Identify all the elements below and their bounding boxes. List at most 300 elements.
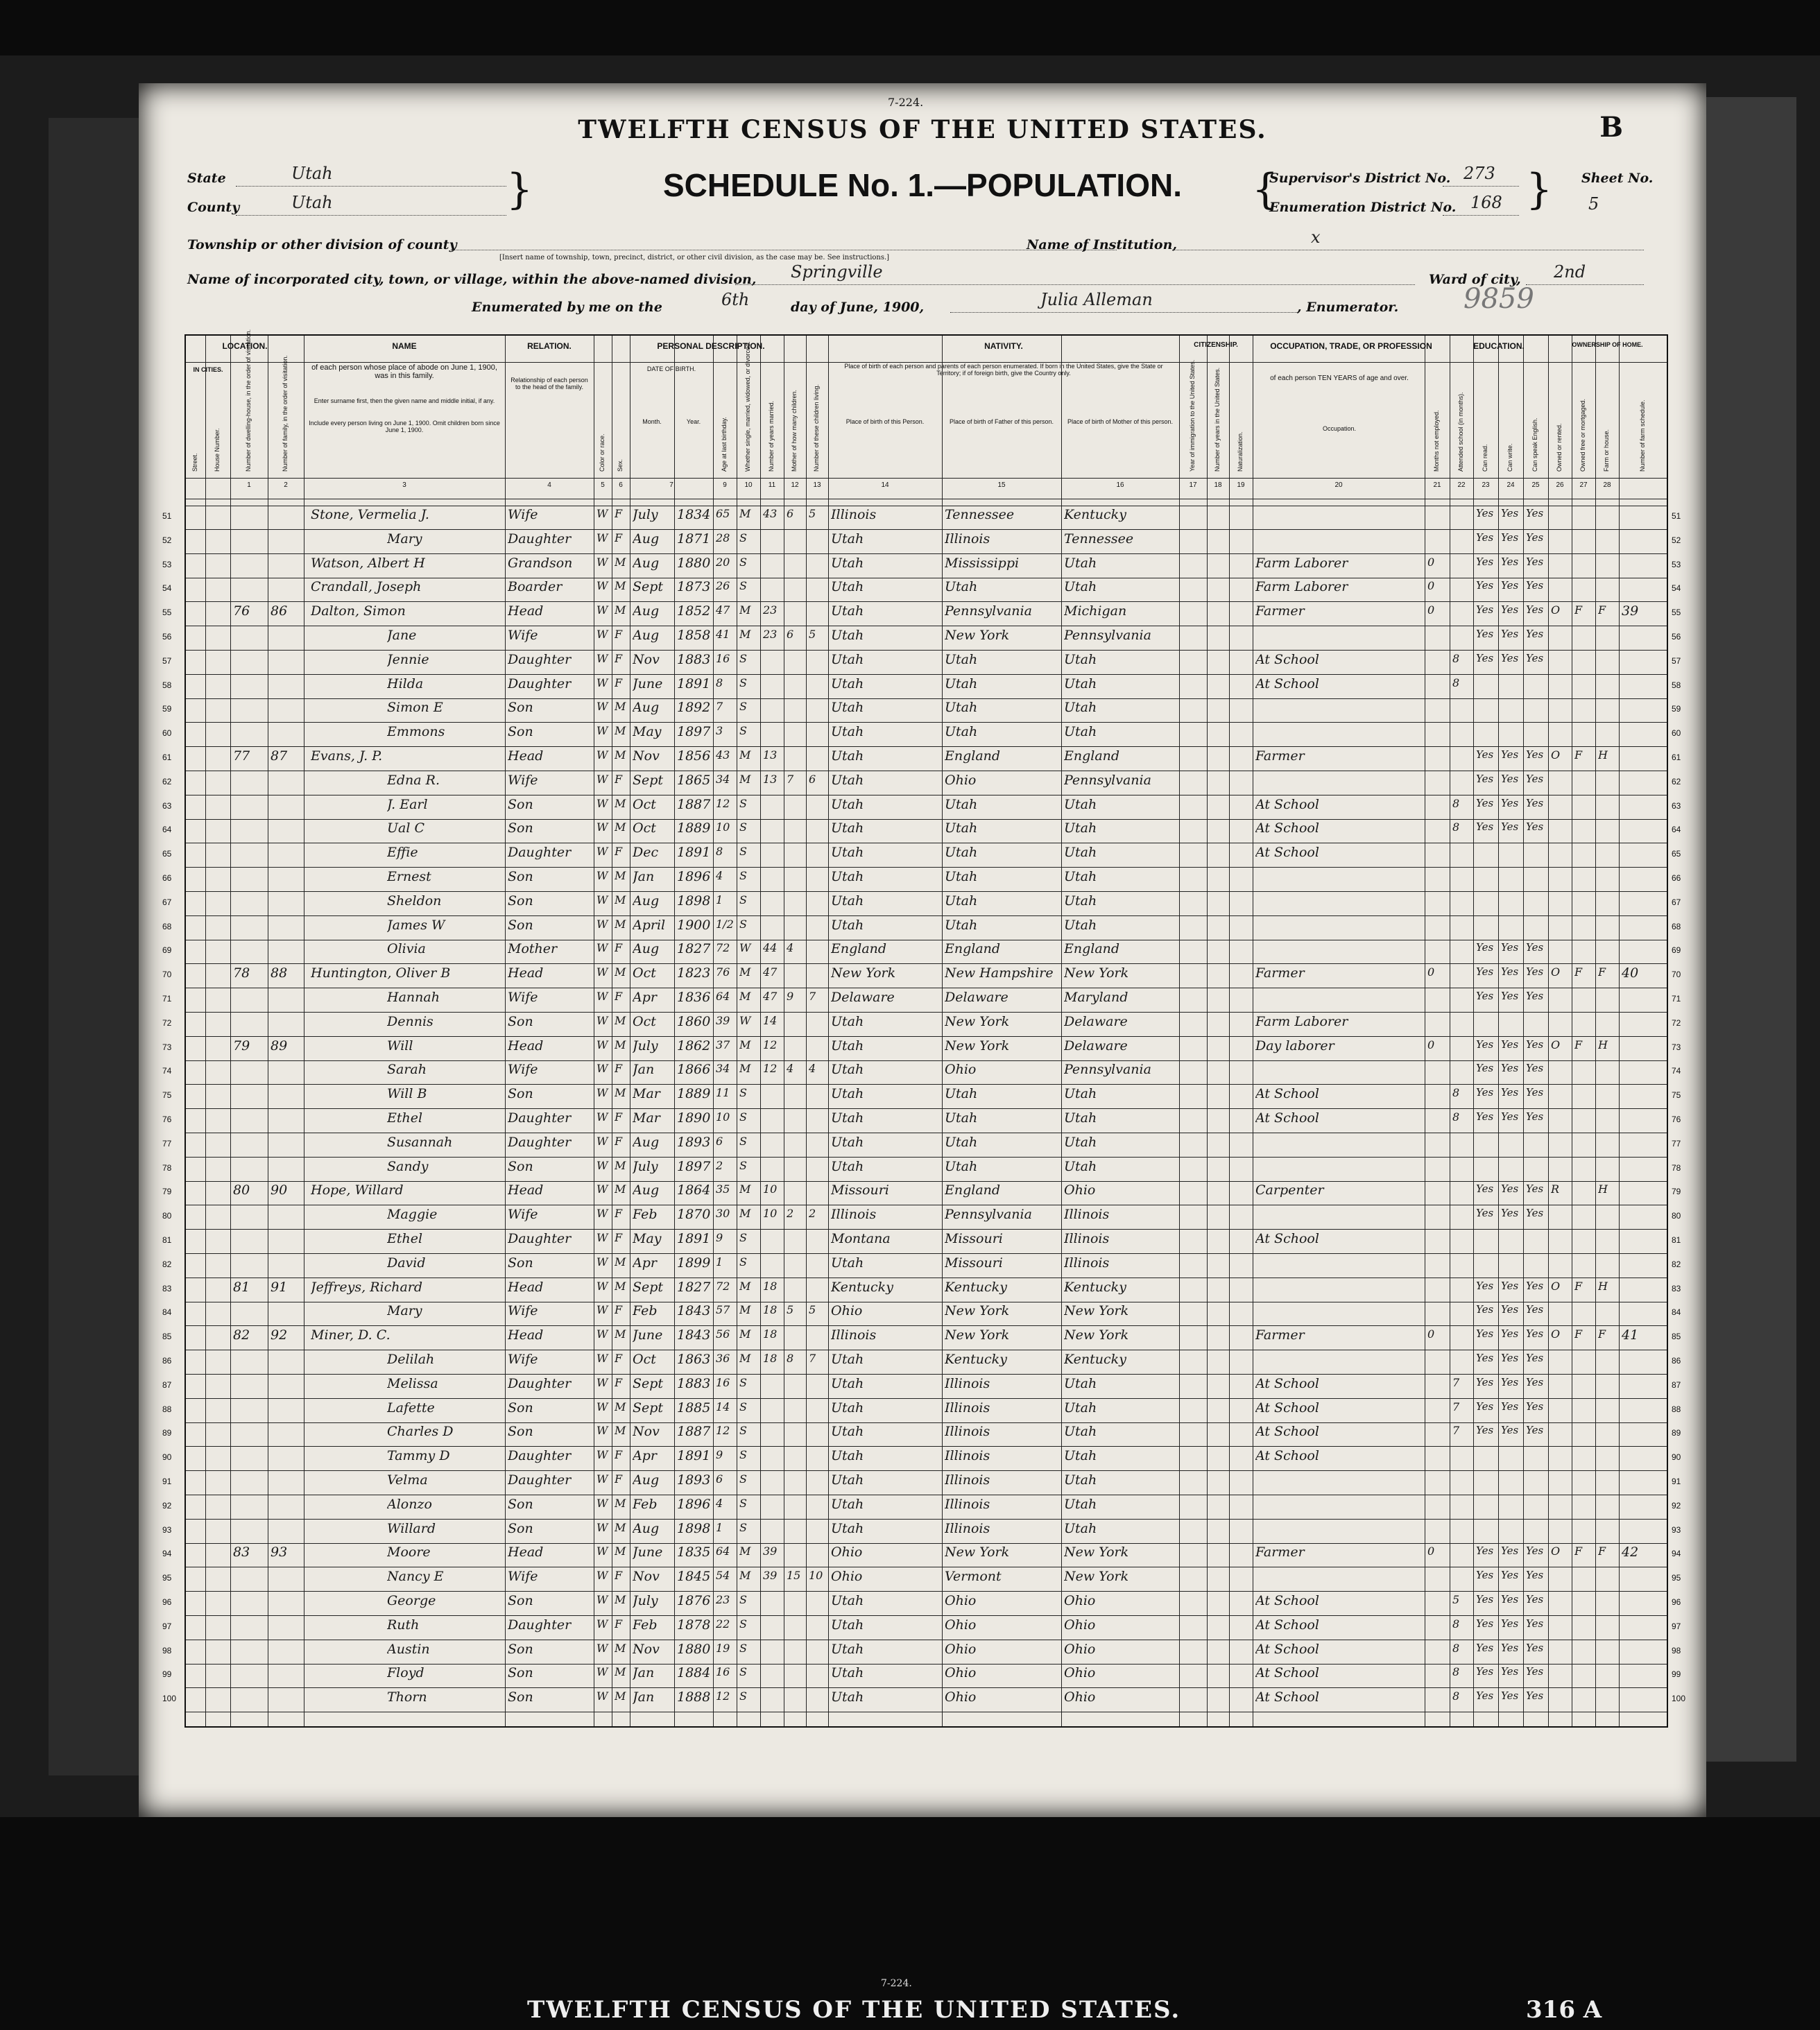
cell-ms: M [739, 1038, 751, 1051]
row-number-right: 51 [1672, 511, 1681, 521]
cell-s: M [615, 1520, 626, 1534]
cell-m: Apr [633, 990, 657, 1005]
cell-m: Jan [633, 1665, 655, 1681]
row-number-right: 52 [1672, 535, 1681, 545]
cell-fam: 91 [271, 1279, 288, 1295]
cell-rel: Wife [508, 1207, 538, 1223]
name-instructions-2: Include every person living on June 1, 1900. Omit children born since June 1, 1900. [309, 420, 500, 433]
cell-name: J. Earl [387, 796, 428, 812]
cell-mn: 0 [1427, 603, 1435, 617]
cell-a: 47 [716, 603, 730, 617]
state-label: State [187, 171, 226, 186]
row-number-right: 56 [1672, 632, 1681, 642]
cell-occ: At School [1255, 651, 1319, 667]
cell-rd: Yes [1476, 1207, 1494, 1220]
cell-pob: Utah [831, 603, 864, 619]
cell-fam: 93 [271, 1545, 288, 1560]
cell-ms: S [739, 1086, 747, 1100]
cell-y: 1865 [677, 772, 711, 788]
cell-y: 1890 [677, 1110, 711, 1126]
rotated-header-fh: Farm or house. [1603, 429, 1610, 472]
rotated-header-sch: Attended school (in months). [1457, 392, 1464, 472]
cell-ms: S [739, 820, 747, 834]
cell-wr: Yes [1501, 1303, 1519, 1316]
cell-cl: 5 [809, 507, 816, 520]
cell-name: Sheldon [387, 893, 442, 909]
cell-ms: M [739, 1303, 751, 1317]
cell-mn: 0 [1427, 555, 1435, 569]
cell-rel: Wife [508, 628, 538, 643]
cell-wr: Yes [1501, 748, 1519, 761]
cell-mpob: Delaware [1064, 1013, 1128, 1029]
cell-occ: At School [1255, 796, 1319, 812]
cell-c: W [596, 1545, 608, 1558]
schedule-title: SCHEDULE No. 1.—POPULATION. [663, 167, 1182, 203]
cell-a: 35 [716, 1182, 730, 1196]
cell-mpob: Maryland [1064, 990, 1128, 1005]
cell-c: W [596, 1665, 608, 1679]
cell-y: 1871 [677, 531, 711, 547]
cell-rel: Daughter [508, 676, 572, 691]
cell-s: M [615, 917, 626, 931]
state-underline [236, 186, 506, 187]
column-number: 12 [791, 481, 799, 489]
cell-fs: 40 [1622, 965, 1639, 981]
cell-ms: S [739, 700, 747, 714]
cell-m: Feb [633, 1303, 658, 1319]
cell-s: M [615, 1496, 626, 1510]
row-number-left: 63 [162, 800, 172, 811]
column-number: 19 [1237, 481, 1245, 489]
cell-a: 43 [716, 748, 730, 762]
cell-y: 1860 [677, 1013, 711, 1029]
cell-mpob: Pennsylvania [1064, 1062, 1151, 1078]
cell-name: David [387, 1255, 426, 1271]
cell-mpob: Utah [1064, 555, 1097, 571]
cell-fpob: Utah [945, 676, 978, 691]
row-number-right: 55 [1672, 608, 1681, 618]
cell-rd: Yes [1476, 1086, 1494, 1099]
row-number-left: 51 [162, 511, 172, 521]
cell-fpob: Illinois [945, 1375, 990, 1391]
column-number: 16 [1116, 481, 1124, 489]
cell-y: 1880 [677, 1641, 711, 1657]
cell-ms: S [739, 1520, 747, 1534]
cell-ym: 18 [763, 1327, 778, 1341]
cell-sch: 7 [1452, 1424, 1460, 1438]
date-of-birth: DATE OF BIRTH. [646, 365, 696, 372]
cell-rel: Son [508, 1013, 533, 1029]
cell-en: Yes [1526, 772, 1544, 785]
cell-name: Moore [387, 1545, 431, 1560]
cell-occ: Day laborer [1255, 1038, 1334, 1053]
cell-s: F [615, 1231, 623, 1244]
row-number-left: 64 [162, 825, 172, 835]
cell-y: 1898 [677, 1520, 711, 1536]
cell-y: 1852 [677, 603, 711, 619]
cell-fr: F [1574, 1038, 1583, 1051]
table-row [162, 1567, 1681, 1588]
table-row [162, 747, 1681, 768]
cell-mpob: Pennsylvania [1064, 772, 1151, 788]
cell-name: Hannah [387, 990, 440, 1005]
column-number: 9 [723, 481, 727, 489]
cell-pob: Utah [831, 845, 864, 861]
cell-ch: 7 [787, 772, 794, 786]
cell-rd: Yes [1476, 772, 1494, 785]
cell-m: July [633, 1038, 658, 1053]
cell-ms: S [739, 1134, 747, 1148]
column-number: 4 [547, 481, 551, 489]
census-sheet [139, 83, 1706, 1817]
cell-occ: Farmer [1255, 1545, 1305, 1560]
cell-sch: 5 [1452, 1593, 1460, 1606]
cell-y: 1884 [677, 1665, 711, 1681]
cell-c: W [596, 676, 608, 689]
cell-rel: Son [508, 1424, 533, 1440]
cell-m: Oct [633, 1352, 656, 1367]
cell-fpob: Tennessee [945, 507, 1015, 522]
cell-dw: 82 [233, 1327, 250, 1343]
cell-ms: S [739, 1689, 747, 1703]
cell-mpob: Ohio [1064, 1689, 1096, 1705]
row-number-right: 61 [1672, 752, 1681, 762]
column-number: 20 [1334, 481, 1343, 489]
cell-a: 54 [716, 1569, 730, 1583]
cell-pob: Utah [831, 1496, 864, 1512]
row-number-left: 62 [162, 776, 172, 786]
cell-en: Yes [1526, 1279, 1544, 1292]
row-number-left: 93 [162, 1524, 172, 1535]
cell-fpob: Missouri [945, 1255, 1003, 1271]
cell-wr: Yes [1501, 820, 1519, 834]
row-number-right: 96 [1672, 1597, 1681, 1607]
cell-ms: M [739, 603, 751, 617]
cell-ym: 10 [763, 1207, 778, 1221]
table-row [162, 1278, 1681, 1299]
row-number-left: 85 [162, 1332, 172, 1342]
cell-m: Aug [633, 603, 660, 619]
row-number-right: 80 [1672, 1211, 1681, 1221]
cell-sch: 8 [1452, 1665, 1460, 1679]
table-row [162, 1375, 1681, 1395]
row-number-right: 54 [1672, 583, 1681, 594]
cell-c: W [596, 748, 608, 762]
cell-fpob: Kentucky [945, 1279, 1007, 1295]
cell-rd: Yes [1476, 1182, 1494, 1196]
table-row [162, 1037, 1681, 1058]
cell-name: Hilda [387, 676, 424, 691]
cell-rel: Son [508, 1158, 533, 1174]
form-code: 7-224. [888, 96, 924, 109]
cell-y: 1897 [677, 1158, 711, 1174]
cell-en: Yes [1526, 555, 1544, 568]
cell-c: W [596, 1496, 608, 1510]
cell-fpob: Utah [945, 724, 978, 740]
cell-rel: Son [508, 917, 533, 933]
row-number-right: 91 [1672, 1477, 1681, 1486]
cell-mpob: Utah [1064, 893, 1097, 909]
cell-wr: Yes [1501, 1569, 1519, 1582]
row-number-left: 70 [162, 970, 172, 980]
cell-rel: Daughter [508, 1134, 572, 1150]
cell-pob: Utah [831, 628, 864, 643]
cell-mn: 0 [1427, 1545, 1435, 1558]
cell-a: 4 [716, 1496, 723, 1510]
cell-y: 1899 [677, 1255, 711, 1271]
cell-c: W [596, 555, 608, 569]
rotated-header-fam: Number of family, in the order of visitation. [282, 355, 289, 472]
cell-rd: Yes [1476, 1062, 1494, 1075]
row-number-right: 71 [1672, 994, 1681, 1004]
row-number-right: 100 [1672, 1694, 1686, 1704]
cell-rel: Son [508, 724, 533, 740]
cell-s: M [615, 1689, 626, 1703]
cell-c: W [596, 724, 608, 738]
row-number-left: 88 [162, 1404, 172, 1414]
cell-occ: At School [1255, 845, 1319, 861]
cell-ms: M [739, 1545, 751, 1558]
census-title: TWELFTH CENSUS OF THE UNITED STATES. [578, 115, 1267, 144]
cell-fpob: Utah [945, 1134, 978, 1150]
cell-rel: Wife [508, 1303, 538, 1319]
column-number: 10 [744, 481, 753, 489]
cell-fpob: Utah [945, 820, 978, 836]
cell-ch: 2 [787, 1207, 794, 1221]
cell-rd: Yes [1476, 1303, 1494, 1316]
cell-fs: 39 [1622, 603, 1639, 619]
cell-wr: Yes [1501, 1375, 1519, 1388]
cell-name: Floyd [387, 1665, 424, 1681]
cell-en: Yes [1526, 1400, 1544, 1413]
cell-m: July [633, 1158, 658, 1174]
table-row [162, 771, 1681, 792]
cell-a: 1 [716, 893, 723, 906]
rotated-header-ym: Number of years married. [768, 400, 775, 472]
cell-rd: Yes [1476, 1617, 1494, 1630]
cell-mpob: New York [1064, 1569, 1129, 1585]
cell-s: M [615, 820, 626, 834]
cell-dw: 77 [233, 748, 250, 764]
cell-rd: Yes [1476, 990, 1494, 1002]
cell-rel: Head [508, 1182, 544, 1198]
cell-dw: 81 [233, 1279, 250, 1295]
cell-s: M [615, 796, 626, 810]
cell-occ: At School [1255, 1689, 1319, 1705]
cell-ch: 9 [787, 990, 794, 1003]
cell-mpob: Utah [1064, 676, 1097, 691]
row-number-left: 89 [162, 1428, 172, 1438]
cell-name: Miner, D. C. [311, 1327, 390, 1343]
cell-c: W [596, 651, 608, 665]
cell-mn: 0 [1427, 1327, 1435, 1341]
cell-s: M [615, 893, 626, 906]
cell-name: Crandall, Joseph [311, 579, 422, 595]
group-personal: PERSONAL DESCRIPTION. [657, 341, 765, 351]
enum-district-value: 168 [1470, 193, 1502, 212]
table-row [162, 940, 1681, 961]
cell-pob: Ohio [831, 1303, 863, 1319]
cell-occ: Farm Laborer [1255, 579, 1348, 595]
cell-s: M [615, 555, 626, 569]
cell-m: July [633, 507, 658, 522]
cell-ms: S [739, 1665, 747, 1679]
occupation-subheader: Occupation. [1322, 425, 1357, 432]
cell-fpob: Ohio [945, 1665, 977, 1681]
cell-ym: 12 [763, 1062, 778, 1076]
cell-ms: M [739, 748, 751, 762]
cell-a: 41 [716, 628, 730, 641]
cell-a: 34 [716, 1062, 730, 1076]
cell-s: F [615, 1134, 623, 1148]
column-number: 7 [669, 481, 673, 489]
cell-ms: S [739, 869, 747, 882]
cell-fpob: Illinois [945, 531, 990, 547]
cell-y: 1893 [677, 1472, 711, 1488]
cell-own: O [1551, 603, 1561, 617]
group-location: LOCATION. [222, 341, 268, 351]
cell-fh: H [1598, 1279, 1608, 1293]
cell-name: James W [387, 917, 445, 933]
supervisor-label: Supervisor's District No. [1269, 171, 1451, 186]
cell-ms: M [739, 1569, 751, 1583]
cell-c: W [596, 1255, 608, 1268]
cell-ms: S [739, 1110, 747, 1124]
cell-en: Yes [1526, 965, 1544, 979]
cell-name: Mary [387, 531, 422, 547]
row-number-left: 58 [162, 680, 172, 690]
row-number-left: 74 [162, 1066, 172, 1076]
row-number-left: 54 [162, 583, 172, 594]
cell-rd: Yes [1476, 1375, 1494, 1388]
cell-mpob: Illinois [1064, 1231, 1110, 1246]
cell-pob: Illinois [831, 507, 877, 522]
cell-mpob: Utah [1064, 1375, 1097, 1391]
cell-y: 1892 [677, 700, 711, 716]
cell-rd: Yes [1476, 531, 1494, 544]
cell-mpob: England [1064, 941, 1120, 957]
row-number-left: 56 [162, 632, 172, 642]
cell-en: Yes [1526, 531, 1544, 544]
column-number: 11 [768, 481, 776, 489]
rotated-header-dw: Number of dwelling-house, in the order of visitation. [245, 329, 252, 472]
cell-a: 1/2 [716, 917, 734, 931]
table-row [162, 1688, 1686, 1709]
cell-s: F [615, 1062, 623, 1076]
cell-occ: At School [1255, 1086, 1319, 1102]
cell-a: 36 [716, 1352, 730, 1365]
column-number: 14 [881, 481, 889, 489]
city-value: Springville [791, 262, 883, 282]
group-relation: RELATION. [527, 341, 572, 351]
cell-mpob: Michigan [1064, 603, 1127, 619]
header-rule [186, 478, 1667, 479]
cell-wr: Yes [1501, 603, 1519, 617]
cell-y: 1883 [677, 1375, 711, 1391]
column-number: 3 [402, 481, 406, 489]
cell-ms: S [739, 676, 747, 689]
cell-wr: Yes [1501, 1400, 1519, 1413]
cell-m: Jan [633, 1689, 655, 1705]
table-row [162, 1302, 1681, 1323]
cell-c: W [596, 1182, 608, 1196]
cell-ch: 15 [787, 1569, 801, 1583]
cell-occ: Farm Laborer [1255, 555, 1348, 571]
cell-fpob: Illinois [945, 1520, 990, 1536]
cell-fpob: Ohio [945, 772, 977, 788]
cell-fpob: New York [945, 1013, 1010, 1029]
cell-fh: H [1598, 1182, 1608, 1196]
column-number: 2 [284, 481, 288, 489]
top-dark-margin [0, 0, 1820, 55]
relation-description: Relationship of each person to the head of the family. [510, 377, 588, 390]
row-number-left: 81 [162, 1235, 172, 1245]
table-row [162, 1181, 1681, 1202]
row-number-right: 59 [1672, 704, 1681, 714]
cell-ym: 23 [763, 628, 778, 641]
cell-name: Jeffreys, Richard [311, 1279, 423, 1295]
row-number-right: 62 [1672, 776, 1681, 786]
cell-mpob: Utah [1064, 724, 1097, 740]
cell-c: W [596, 869, 608, 882]
cell-s: F [615, 676, 623, 689]
cell-en: Yes [1526, 1545, 1544, 1558]
cell-own: O [1551, 1038, 1561, 1051]
cell-fam: 89 [271, 1038, 288, 1053]
cell-wr: Yes [1501, 1086, 1519, 1099]
cell-m: Apr [633, 1448, 657, 1464]
cell-m: Oct [633, 1013, 656, 1029]
cell-mpob: Pennsylvania [1064, 628, 1151, 643]
cell-ms: M [739, 1279, 751, 1293]
cell-mpob: Utah [1064, 1424, 1097, 1440]
cell-a: 16 [716, 651, 730, 665]
enum-district-label: Enumeration District No. [1269, 200, 1457, 215]
cell-y: 1893 [677, 1134, 711, 1150]
cell-pob: Utah [831, 1593, 864, 1608]
cell-rel: Wife [508, 1352, 538, 1367]
cell-ms: S [739, 1472, 747, 1486]
cell-fr: F [1574, 965, 1583, 979]
cell-m: Feb [633, 1496, 658, 1512]
cell-occ: Farm Laborer [1255, 1013, 1348, 1029]
cell-name: Will [387, 1038, 413, 1053]
cell-wr: Yes [1501, 1689, 1519, 1703]
cell-ms: S [739, 893, 747, 906]
cell-mpob: Utah [1064, 651, 1097, 667]
cell-fpob: Utah [945, 917, 978, 933]
cell-m: Oct [633, 820, 656, 836]
cell-c: W [596, 603, 608, 617]
cell-dw: 79 [233, 1038, 250, 1053]
row-number-left: 55 [162, 608, 172, 618]
cell-rel: Head [508, 603, 544, 619]
cell-ym: 13 [763, 772, 778, 786]
cell-sch: 8 [1452, 1617, 1460, 1631]
cell-rel: Son [508, 1520, 533, 1536]
cell-rel: Son [508, 1496, 533, 1512]
cell-mpob: Ohio [1064, 1665, 1096, 1681]
cell-s: M [615, 1182, 626, 1196]
cell-mpob: Utah [1064, 917, 1097, 933]
cell-c: W [596, 990, 608, 1003]
row-number-left: 72 [162, 1017, 172, 1028]
cell-s: F [615, 941, 623, 955]
cell-ms: S [739, 1424, 747, 1438]
row-number-left: 73 [162, 1042, 172, 1052]
cell-a: 9 [716, 1231, 723, 1244]
cell-s: M [615, 1086, 626, 1100]
